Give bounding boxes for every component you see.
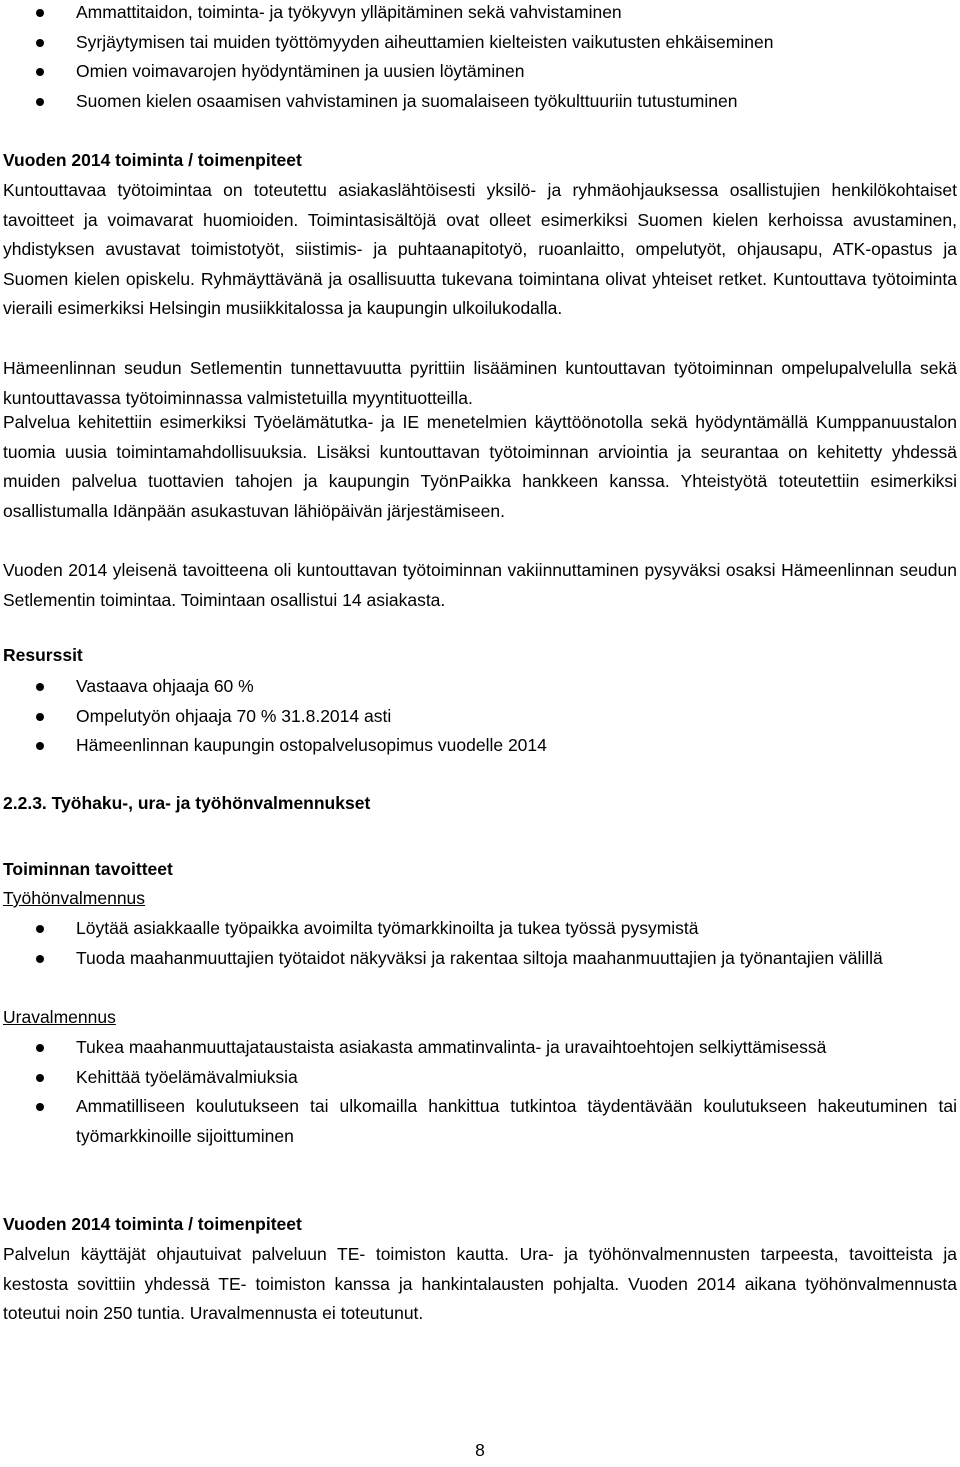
list-item: Löytää asiakkaalle työpaikka avoimilta työmarkkinoilta ja tukea työssä pysymistä [3,914,957,944]
activities-paragraph-1: Kuntouttavaa työtoimintaa on toteutettu asiakaslähtöisesti yksilö- ja ryhmäohjauksessa osallistujien henkilökohtaiset tavoitteet ja voimavarat huomioiden. Toimintasisältöjä ovat olleet esimerkiksi Suomen kielen kerhoissa avustaminen, yhdistyksen avustavat toimistotyöt, siistimis- ja puhtaanapitotyö, ruoanlaitto, ompelutyöt, ohjausapu, ATK-opastus ja Suomen kielen opiskelu. Ryhmäyttävänä ja osallisuutta tukevana toimintana olivat yhteiset retket. Kuntouttava työtoiminta vieraili esimerkiksi Helsingin musiikkitalossa ja kaupungin ulkoilukodalla. [3,180,957,319]
bullet-icon [36,68,44,76]
bullet-icon [36,1044,44,1052]
list-item: Ompelutyön ohjaaja 70 % 31.8.2014 asti [3,702,957,732]
goals-heading: Toiminnan tavoitteet [3,859,173,879]
bullet-icon [36,683,44,691]
page-number: 8 [475,1440,485,1460]
list-item: Tuoda maahanmuuttajien työtaidot näkyväksi ja rakentaa siltoja maahanmuuttajien ja työnantajien välillä [3,944,957,974]
resources-list [3,672,957,761]
activities-paragraph-3: Palvelua kehitettiin esimerkiksi Työelämätutka- ja IE menetelmien käyttöönotolla sekä hyödyntämällä Kumppanuustalon tuomia uusia toimintamahdollisuuksia. Lisäksi kuntouttavan työtoiminnan arviointia ja seurantaa on kehitetty yhdessä muiden palvelua tuottavien tahojen ja kaupungin TyönPaikka hankkeen kanssa. Yhteistyötä toteutettiin esimerkiksi osallistumalla Idänpään asukastuvan lähiöpäivän järjestämiseen. [3,412,957,521]
list-item: Vastaava ohjaaja 60 % [3,672,957,702]
bullet-icon [36,1074,44,1082]
activities-paragraph-2: Hämeenlinnan seudun Setlementin tunnettavuutta pyrittiin lisääminen kuntouttavan työtoiminnan ompelupalvelulla sekä kuntouttavassa työtoiminnassa valmistetuilla myyntituotteilla. [3,358,957,408]
bullet-icon [36,925,44,933]
bullet-icon [36,742,44,750]
list-item: Ammatilliseen koulutukseen tai ulkomailla hankittua tutkintoa täydentävään koulutukseen hakeutuminen tai työmarkkinoille sijoittuminen [3,1092,957,1151]
subheading-uravalmennus: Uravalmennus [3,1007,116,1027]
list-item: Hämeenlinnan kaupungin ostopalvelusopimus vuodelle 2014 [3,731,957,761]
section-number-title: 2.2.3. Työhaku-, ura- ja työhönvalmennukset [3,793,371,813]
list-item: Syrjäytymisen tai muiden työttömyyden aiheuttamien kielteisten vaikutusten ehkäiseminen [3,28,957,58]
bullet-icon [36,955,44,963]
activities-paragraph-4: Vuoden 2014 yleisenä tavoitteena oli kuntouttavan työtoiminnan vakiinnuttaminen pysyväksi osaksi Hämeenlinnan seudun Setlementin toimintaa. Toimintaan osallistui 14 asiakasta. [3,560,957,610]
top-bullet-list [3,0,957,116]
bullet-icon [36,1103,44,1111]
subheading-tyohonvalmennus: Työhönvalmennus [3,888,146,908]
resources-heading: Resurssit [3,645,83,665]
list-item: Tukea maahanmuuttajataustaista asiakasta ammatinvalinta- ja uravaihtoehtojen selkiyttämisessä [3,1033,957,1063]
section-heading-activities-2014: Vuoden 2014 toiminta / toimenpiteet [3,150,302,170]
uravalmennus-list [3,1033,957,1151]
bullet-icon [36,39,44,47]
bullet-icon [36,9,44,17]
bullet-icon [36,98,44,106]
bullet-icon [36,713,44,721]
list-item: Suomen kielen osaamisen vahvistaminen ja suomalaiseen työkulttuuriin tutustuminen [3,87,957,117]
section2-activities-heading: Vuoden 2014 toiminta / toimenpiteet [3,1214,302,1234]
tyohonvalmennus-list [3,914,957,973]
list-item: Ammattitaidon, toiminta- ja työkyvyn ylläpitäminen sekä vahvistaminen [3,0,957,28]
list-item: Omien voimavarojen hyödyntäminen ja uusien löytäminen [3,57,957,87]
list-item: Kehittää työelämävalmiuksia [3,1063,957,1093]
section2-activities-paragraph: Palvelun käyttäjät ohjautuivat palveluun TE- toimiston kautta. Ura- ja työhönvalmennusten tarpeesta, tavoitteista ja kestosta sovittiin yhdessä TE- toimiston kanssa ja hankintalausten pohjalta. Vuoden 2014 aikana työhönvalmennusta toteutui noin 250 tuntia. Uravalmennusta ei toteutunut. [3,1244,957,1324]
